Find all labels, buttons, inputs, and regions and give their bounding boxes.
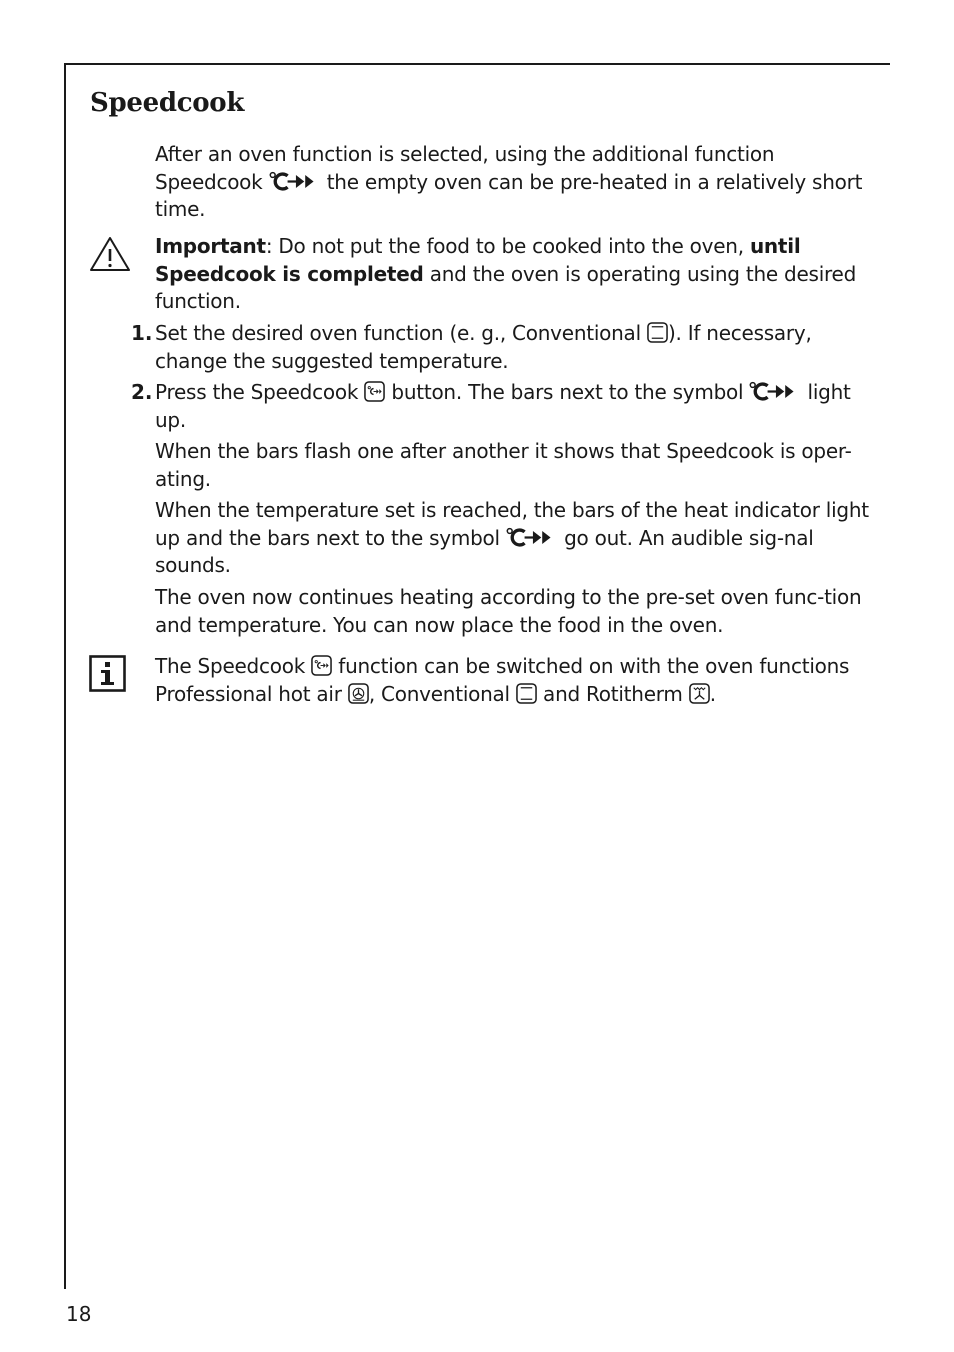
info-paragraph: The Speedcook function can be switched on with the oven functions Professional hot air , Conventional and Rotitherm . xyxy=(155,654,850,706)
frame-left-rule xyxy=(64,63,66,1289)
professional-hot-air-icon xyxy=(348,683,369,704)
warning-paragraph: Important: Do not put the food to be cooked into the oven, until Speedcook is completed and the oven is operating using the desired function. xyxy=(155,234,857,313)
conventional-heat-icon xyxy=(516,683,537,704)
rotitherm-icon xyxy=(689,683,710,704)
speedcook-button-icon xyxy=(311,655,332,676)
speedcook-symbol-icon xyxy=(749,381,801,402)
step-2-text: Press the Speedcook button. The bars next to the symbol light up. xyxy=(155,380,851,432)
step-2-paragraph-3: When the temperature set is reached, the bars of the heat indicator light up and the bars next to the symbol go out. An audible sig-nal sounds. xyxy=(155,498,869,577)
step-2-number: 2. xyxy=(131,380,153,404)
intro-paragraph: After an oven function is selected, using the additional function Speedcook the empty oven can be pre-heated in a relatively short time. xyxy=(155,142,863,221)
speedcook-symbol-icon xyxy=(506,527,558,548)
speedcook-button-icon xyxy=(364,381,385,402)
frame-top-rule xyxy=(64,63,890,65)
speedcook-symbol-icon xyxy=(269,171,321,192)
conventional-heat-icon xyxy=(647,322,668,343)
step-1-number: 1. xyxy=(131,321,153,345)
step-2-paragraph-2: When the bars flash one after another it shows that Speedcook is oper-ating. xyxy=(155,439,852,491)
step-1-text: Set the desired oven function (e. g., Conventional ). If necessary, change the suggested temperature. xyxy=(155,321,812,373)
info-icon xyxy=(89,655,126,692)
step-2-paragraph-4: The oven now continues heating according to the pre-set oven func-tion and temperature. You can now place the food in the oven. xyxy=(155,585,862,637)
page-number: 18 xyxy=(66,1302,92,1326)
page-title: Speedcook xyxy=(90,88,245,118)
warning-triangle-icon xyxy=(88,235,132,273)
